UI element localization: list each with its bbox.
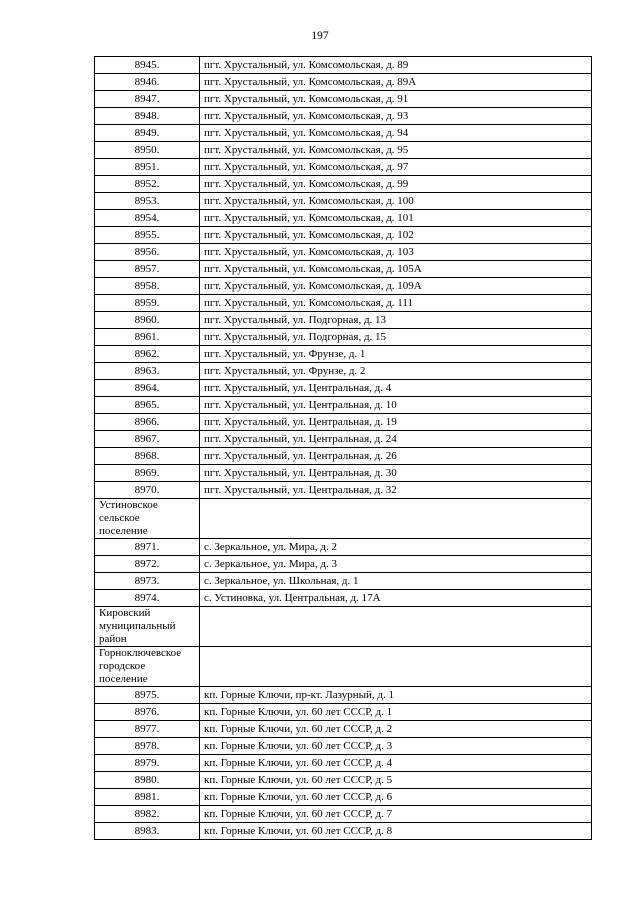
row-number: 8957.: [95, 261, 200, 278]
row-number: 8975.: [95, 687, 200, 704]
row-address: кп. Горные Ключи, ул. 60 лет СССР, д. 6: [200, 789, 592, 806]
table-row: [95, 448, 592, 465]
row-address: пгт. Хрустальный, ул. Комсомольская, д. 103: [200, 244, 592, 261]
table-row: [95, 91, 592, 108]
row-address: пгт. Хрустальный, ул. Комсомольская, д. 89: [200, 57, 592, 74]
section-heading: [95, 499, 200, 539]
row-number: 8974.: [95, 590, 200, 607]
row-number: 8945.: [95, 57, 200, 74]
row-address: кп. Горные Ключи, ул. 60 лет СССР, д. 5: [200, 772, 592, 789]
row-number: 8980.: [95, 772, 200, 789]
row-address: с. Устиновка, ул. Центральная, д. 17А: [200, 590, 592, 607]
row-number: 8955.: [95, 227, 200, 244]
row-address: пгт. Хрустальный, ул. Центральная, д. 19: [200, 414, 592, 431]
table-row: [95, 806, 592, 823]
table-row: [95, 312, 592, 329]
table-row: [95, 244, 592, 261]
section-heading: [95, 607, 200, 647]
row-address: кп. Горные Ключи, ул. 60 лет СССР, д. 4: [200, 755, 592, 772]
row-number: 8950.: [95, 142, 200, 159]
table-row: [95, 465, 592, 482]
section-heading-line: Устиновское: [99, 499, 158, 511]
row-number: 8964.: [95, 380, 200, 397]
section-heading-line: сельское: [99, 512, 140, 524]
table-row: [95, 772, 592, 789]
row-address: пгт. Хрустальный, ул. Подгорная, д. 13: [200, 312, 592, 329]
section-heading-line: поселение: [99, 525, 148, 537]
table-row: [95, 278, 592, 295]
table-row: [95, 755, 592, 772]
row-address: пгт. Хрустальный, ул. Центральная, д. 26: [200, 448, 592, 465]
row-address: кп. Горные Ключи, ул. 60 лет СССР, д. 7: [200, 806, 592, 823]
table-row: [95, 295, 592, 312]
row-address: пгт. Хрустальный, ул. Комсомольская, д. 95: [200, 142, 592, 159]
row-number: 8949.: [95, 125, 200, 142]
row-number: 8959.: [95, 295, 200, 312]
row-address: пгт. Хрустальный, ул. Комсомольская, д. 99: [200, 176, 592, 193]
table-row: [95, 261, 592, 278]
section-heading-line: Кировский: [99, 607, 151, 619]
row-number: 8963.: [95, 363, 200, 380]
row-number: 8953.: [95, 193, 200, 210]
row-number: 8961.: [95, 329, 200, 346]
row-number: 8951.: [95, 159, 200, 176]
table-row: [95, 57, 592, 74]
table-row: [95, 108, 592, 125]
row-address: пгт. Хрустальный, ул. Центральная, д. 30: [200, 465, 592, 482]
row-address: пгт. Хрустальный, ул. Комсомольская, д. 94: [200, 125, 592, 142]
table-row: [95, 193, 592, 210]
table-row: [95, 823, 592, 840]
table-row: [95, 539, 592, 556]
row-number: 8969.: [95, 465, 200, 482]
row-address: пгт. Хрустальный, ул. Комсомольская, д. 101: [200, 210, 592, 227]
table-row: [95, 556, 592, 573]
row-address: пгт. Хрустальный, ул. Комсомольская, д. 111: [200, 295, 592, 312]
table-row: [95, 210, 592, 227]
row-number: 8954.: [95, 210, 200, 227]
row-address: пгт. Хрустальный, ул. Комсомольская, д. 109А: [200, 278, 592, 295]
table-row: [95, 74, 592, 91]
row-address: с. Зеркальное, ул. Мира, д. 2: [200, 539, 592, 556]
table-row: [95, 125, 592, 142]
table-row: [95, 414, 592, 431]
table-row: [95, 380, 592, 397]
section-empty-cell: [200, 647, 592, 687]
row-number: 8979.: [95, 755, 200, 772]
row-address: пгт. Хрустальный, ул. Центральная, д. 4: [200, 380, 592, 397]
row-number: 8960.: [95, 312, 200, 329]
table-row: [95, 227, 592, 244]
row-number: 8962.: [95, 346, 200, 363]
row-address: пгт. Хрустальный, ул. Центральная, д. 24: [200, 431, 592, 448]
row-address: пгт. Хрустальный, ул. Комсомольская, д. 89А: [200, 74, 592, 91]
table-row: [95, 704, 592, 721]
row-number: 8947.: [95, 91, 200, 108]
table-row: [95, 789, 592, 806]
row-number: 8968.: [95, 448, 200, 465]
row-number: 8970.: [95, 482, 200, 499]
section-empty-cell: [200, 607, 592, 647]
row-address: кп. Горные Ключи, ул. 60 лет СССР, д. 2: [200, 721, 592, 738]
table-row: [95, 142, 592, 159]
row-address: пгт. Хрустальный, ул. Подгорная, д. 15: [200, 329, 592, 346]
row-address: пгт. Хрустальный, ул. Комсомольская, д. 102: [200, 227, 592, 244]
section-heading-line: городское: [99, 660, 146, 672]
row-number: 8952.: [95, 176, 200, 193]
section-heading-line: район: [99, 633, 127, 645]
row-address: пгт. Хрустальный, ул. Фрунзе, д. 1: [200, 346, 592, 363]
address-table: [94, 56, 592, 840]
section-heading-line: Горноключевское: [99, 647, 182, 659]
row-address: кп. Горные Ключи, пр-кт. Лазурный, д. 1: [200, 687, 592, 704]
table-row: [95, 159, 592, 176]
table-row: [95, 363, 592, 380]
table-row: [95, 721, 592, 738]
table-row: [95, 590, 592, 607]
section-heading-line: муниципальный: [99, 620, 176, 632]
address-table-body: [95, 57, 592, 840]
row-address: с. Зеркальное, ул. Мира, д. 3: [200, 556, 592, 573]
section-row: [95, 499, 592, 539]
section-heading: [95, 647, 200, 687]
row-address: пгт. Хрустальный, ул. Комсомольская, д. 97: [200, 159, 592, 176]
row-number: 8967.: [95, 431, 200, 448]
row-address: с. Зеркальное, ул. Школьная, д. 1: [200, 573, 592, 590]
row-number: 8956.: [95, 244, 200, 261]
row-number: 8971.: [95, 539, 200, 556]
row-number: 8977.: [95, 721, 200, 738]
row-number: 8972.: [95, 556, 200, 573]
table-row: [95, 329, 592, 346]
row-number: 8965.: [95, 397, 200, 414]
row-address: кп. Горные Ключи, ул. 60 лет СССР, д. 1: [200, 704, 592, 721]
section-row: [95, 607, 592, 647]
row-address: кп. Горные Ключи, ул. 60 лет СССР, д. 8: [200, 823, 592, 840]
row-address: пгт. Хрустальный, ул. Комсомольская, д. 105А: [200, 261, 592, 278]
table-row: [95, 431, 592, 448]
section-heading-line: поселение: [99, 673, 148, 685]
table-row: [95, 482, 592, 499]
row-number: 8966.: [95, 414, 200, 431]
row-number: 8982.: [95, 806, 200, 823]
row-number: 8981.: [95, 789, 200, 806]
table-row: [95, 346, 592, 363]
row-address: пгт. Хрустальный, ул. Комсомольская, д. 100: [200, 193, 592, 210]
row-number: 8946.: [95, 74, 200, 91]
row-address: кп. Горные Ключи, ул. 60 лет СССР, д. 3: [200, 738, 592, 755]
row-number: 8978.: [95, 738, 200, 755]
row-address: пгт. Хрустальный, ул. Фрунзе, д. 2: [200, 363, 592, 380]
row-address: пгт. Хрустальный, ул. Комсомольская, д. 93: [200, 108, 592, 125]
row-number: 8948.: [95, 108, 200, 125]
page-number: 197: [311, 30, 329, 42]
row-number: 8983.: [95, 823, 200, 840]
row-number: 8973.: [95, 573, 200, 590]
table-row: [95, 573, 592, 590]
row-address: пгт. Хрустальный, ул. Центральная, д. 10: [200, 397, 592, 414]
row-number: 8958.: [95, 278, 200, 295]
row-number: 8976.: [95, 704, 200, 721]
section-row: [95, 647, 592, 687]
table-row: [95, 176, 592, 193]
table-row: [95, 687, 592, 704]
section-empty-cell: [200, 499, 592, 539]
table-row: [95, 738, 592, 755]
row-address: пгт. Хрустальный, ул. Центральная, д. 32: [200, 482, 592, 499]
table-row: [95, 397, 592, 414]
row-address: пгт. Хрустальный, ул. Комсомольская, д. 91: [200, 91, 592, 108]
